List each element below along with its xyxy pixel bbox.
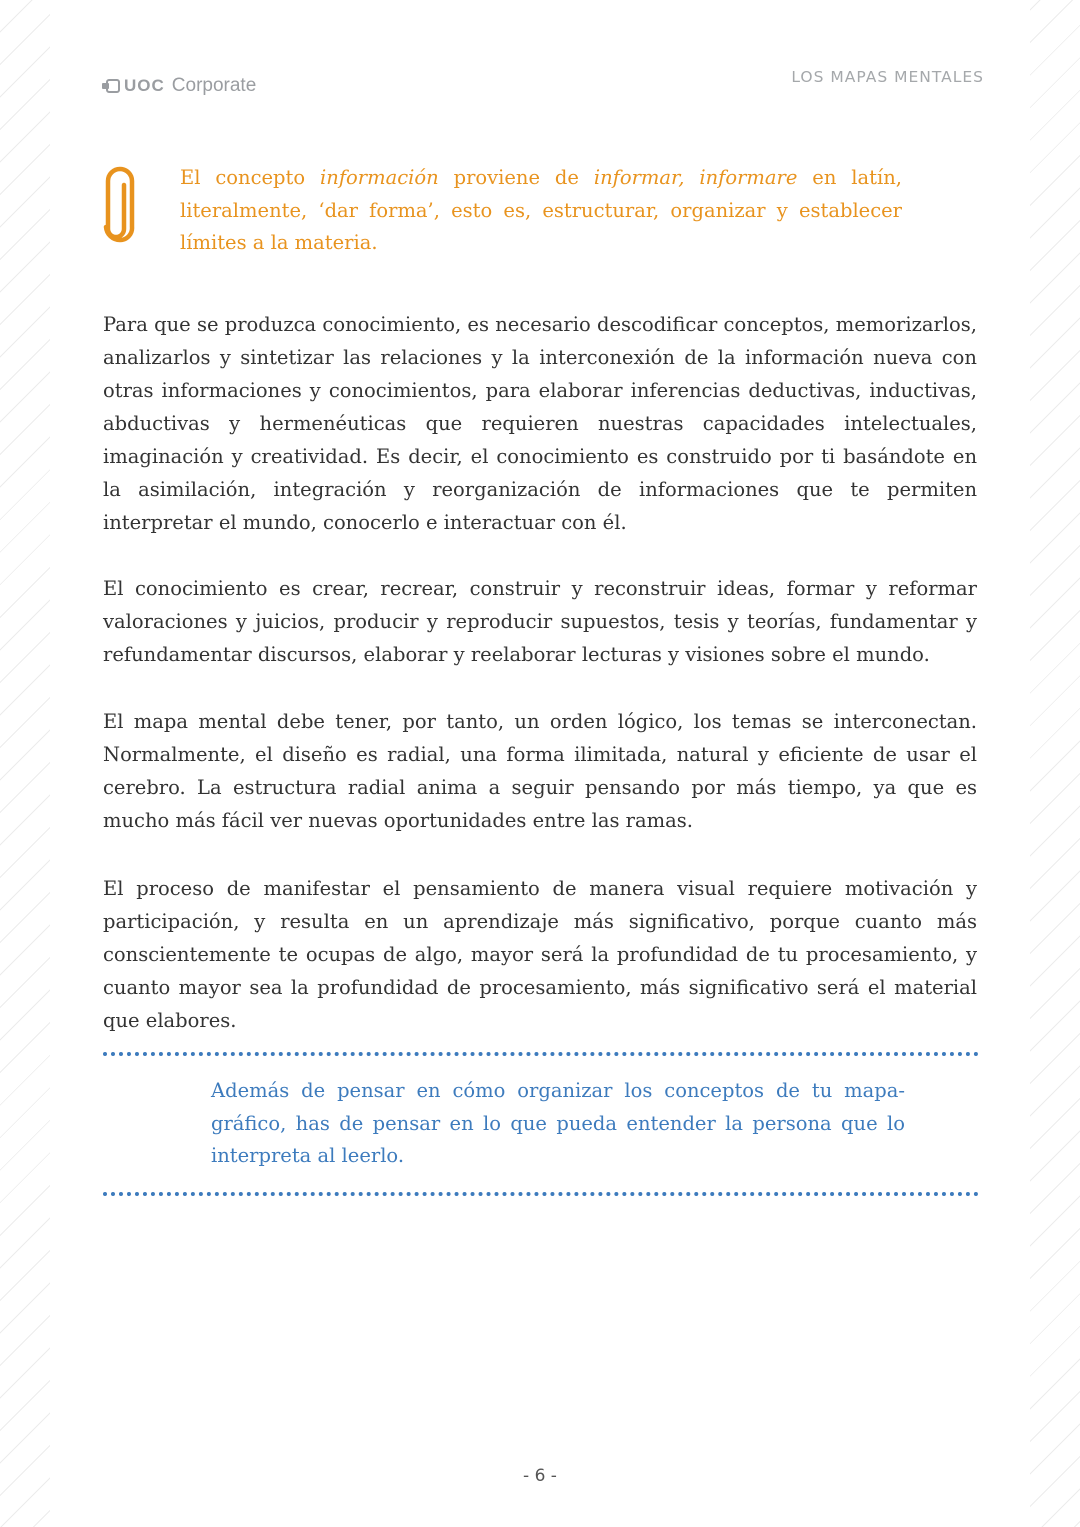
uoc-logo bbox=[102, 74, 256, 98]
document-page bbox=[50, 0, 1030, 1527]
body-paragraph: El proceso de manifestar el pensamiento de manera visual requiere motivación y participación, y resulta en un aprendizaje más significativo, porque cuanto más conscientemente te ocupas de algo, mayor será la profundidad de tu procesamiento, y cuanto mayor sea la profundidad de procesamiento, más significativo será el material que elabores. bbox=[103, 877, 977, 1032]
highlight-box-text: Además de pensar en cómo organizar los conceptos de tu mapa-gráfico, has de pensar en lo que pueda entender la persona que lo interpreta al leerlo. bbox=[211, 1079, 905, 1167]
uoc-logo-icon bbox=[102, 79, 120, 93]
section-title: LOS MAPAS MENTALES bbox=[791, 68, 984, 86]
page-number: - 6 - bbox=[523, 1466, 557, 1486]
body-paragraph: El mapa mental debe tener, por tanto, un orden lógico, los temas se interconectan. Normalmente, el diseño es radial, una forma ilimitada, natural y eficiente de usar el cerebro. La estructura radial anima a seguir pensando por más tiempo, ya que es mucho más fácil ver nuevas oportunidades entre las ramas. bbox=[103, 710, 977, 832]
logo-brand: UOC bbox=[124, 76, 165, 95]
body-paragraph: Para que se produzca conocimiento, es necesario descodificar conceptos, memorizarlos, analizarlos y sintetizar las relaciones y la interconexión de la información nueva con otras informaciones y conocimientos, para elaborar inferencias deductivas, inductivas, abductivas y hermenéuticas que requieren nuestras capacidades intelectuales, imaginación y creatividad. Es decir, el conocimiento es construido por ti basándote en la asimilación, integración y reorganización de informaciones que te permiten interpretar el mundo, conocerlo e interactuar con él. bbox=[103, 313, 977, 534]
note-term-informacion: información bbox=[320, 166, 439, 189]
paperclip-icon bbox=[102, 163, 138, 247]
logo-text: Corporate bbox=[171, 75, 257, 96]
note-callout bbox=[180, 162, 902, 260]
dotted-divider-top bbox=[103, 1052, 979, 1056]
note-text-2: proviene de bbox=[438, 166, 594, 189]
body-paragraph: El conocimiento es crear, recrear, construir y reconstruir ideas, formar y reformar valoraciones y juicios, producir y reproducir supuestos, tesis y teorías, fundamentar y refundamentar discursos, elaborar y reelaborar lecturas y visiones sobre el mundo. bbox=[103, 577, 977, 666]
note-text-3: en latín, literalmente, ‘dar forma’, esto es, estructurar, organizar y establecer límites a la materia. bbox=[180, 166, 902, 254]
note-term-informar: informar, informare bbox=[593, 166, 798, 189]
dotted-divider-bottom bbox=[103, 1192, 979, 1196]
note-text-1: El concepto bbox=[180, 166, 321, 189]
